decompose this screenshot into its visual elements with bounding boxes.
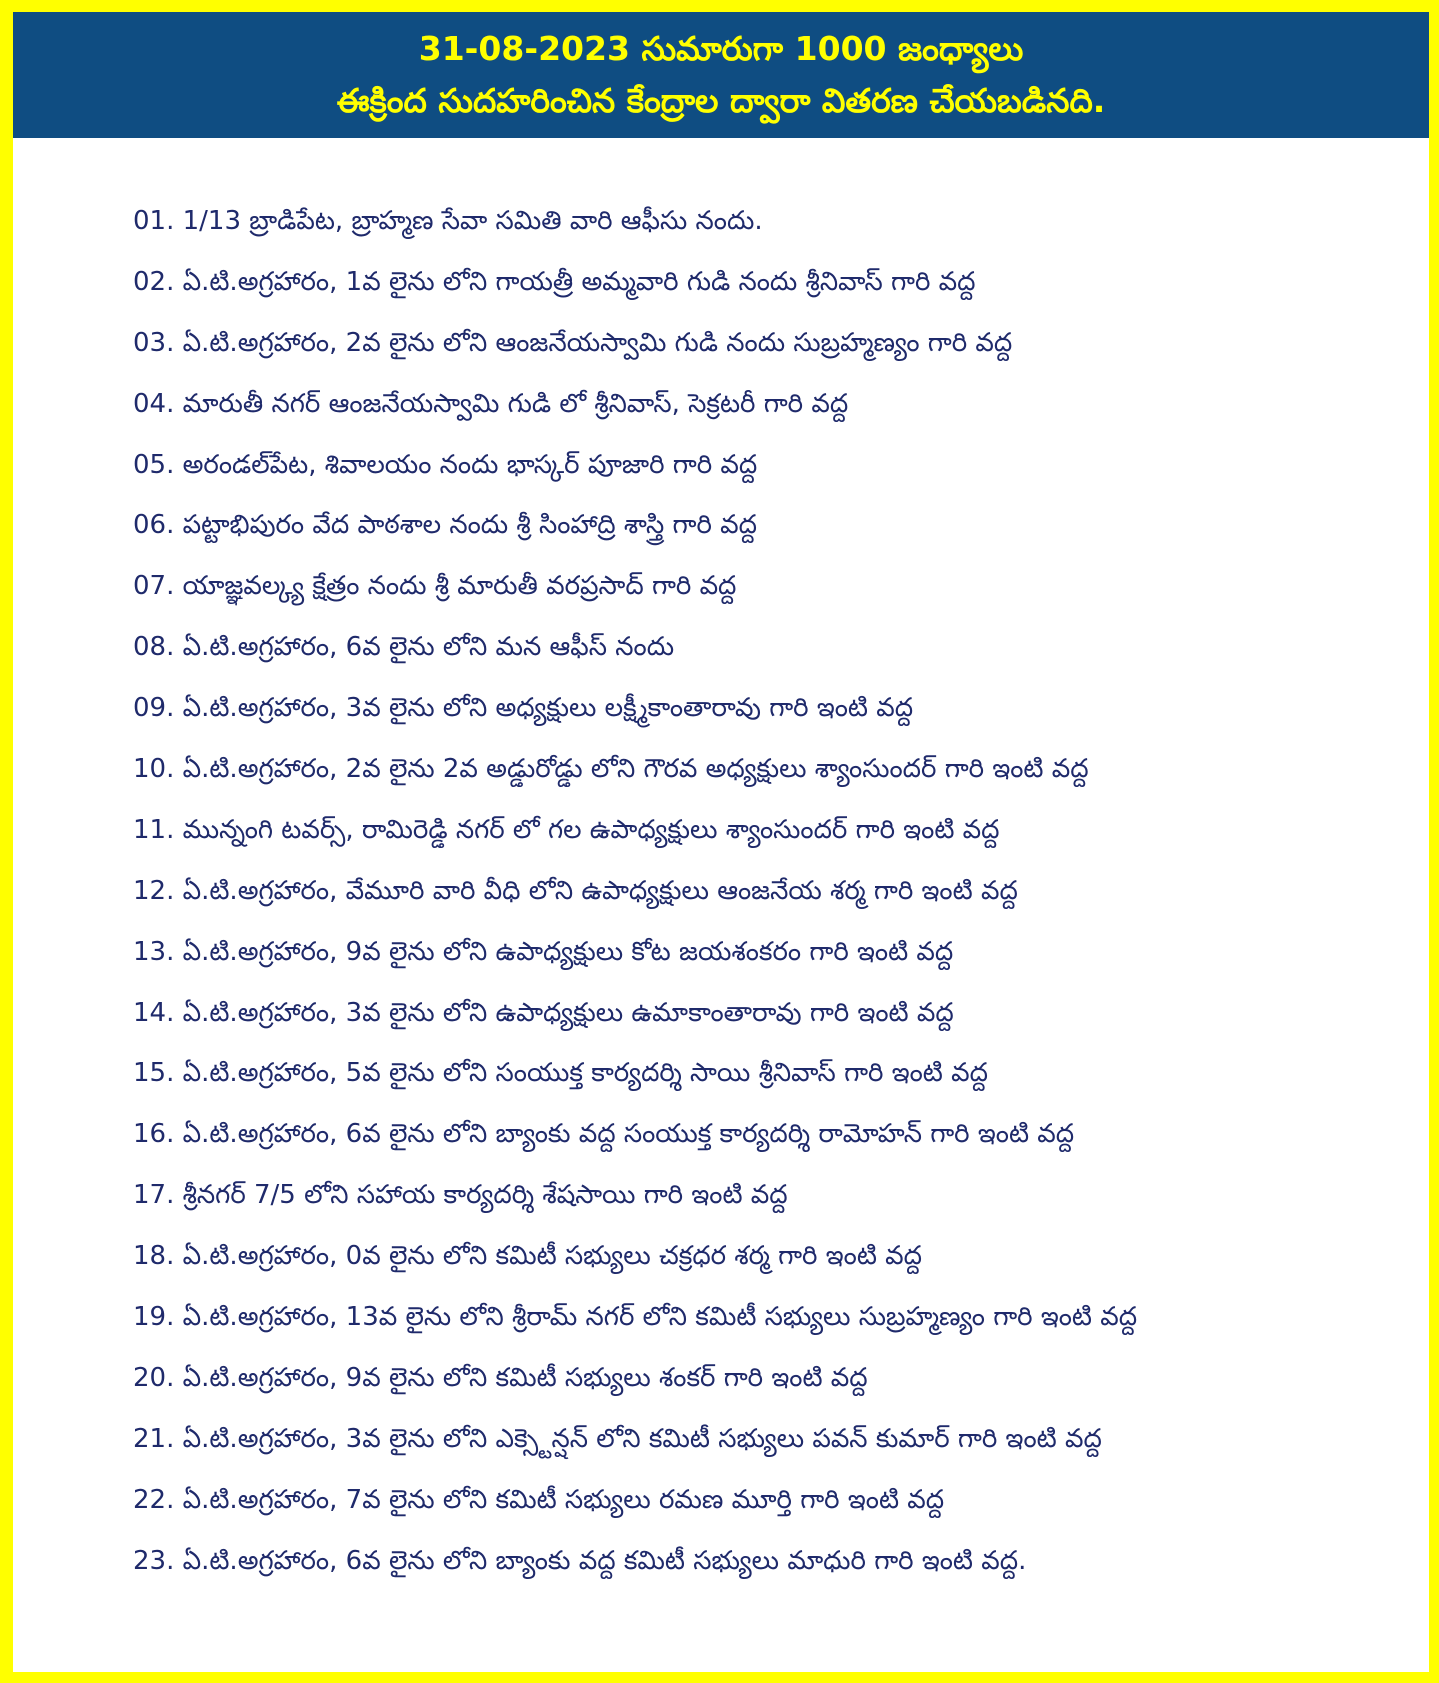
list-item-text: 05. అరండల్‌పేట, శివాలయం నందు భాస్కర్ పూజారి గారి వద్ద (133, 449, 758, 480)
list-item-text: 13. ఏ.టి.అగ్రహారం, 9వ లైను లోని ఉపాధ్యక్షులు కోట జయశంకరం గారి ఇంటి వద్ద (133, 936, 954, 967)
list-item-text: 02. ఏ.టి.అగ్రహారం, 1వ లైను లోని గాయత్రీ అమ్మవారి గుడి నందు శ్రీనివాస్ గారి వద్ద (133, 266, 976, 297)
notice-frame (13, 12, 1429, 1672)
list-item-text: 18. ఏ.టి.అగ్రహారం, 0వ లైను లోని కమిటీ సభ్యులు చక్రధర శర్మ గారి ఇంటి వద్ద (133, 1241, 923, 1272)
list-item-text: 10. ఏ.టి.అగ్రహారం, 2వ లైను 2వ అడ్డురోడ్డు లోని గౌరవ అధ్యక్షులు శ్యాంసుందర్ గారి ఇంటి వద్ద (133, 754, 1089, 785)
list-item-text: 08. ఏ.టి.అగ్రహారం, 6వ లైను లోని మన ఆఫీస్ నందు (133, 632, 675, 663)
list-item (133, 322, 1137, 383)
list-item (133, 1296, 1137, 1357)
list-item-text: 03. ఏ.టి.అగ్రహారం, 2వ లైను లోని ఆంజనేయస్వామి గుడి నందు సుబ్రహ్మణ్యం గారి వద్ద (133, 327, 1013, 358)
list-item (133, 504, 1137, 565)
list-item (133, 261, 1137, 322)
list-item-text: 15. ఏ.టి.అగ్రహారం, 5వ లైను లోని సంయుక్త కార్యదర్శి సాయి శ్రీనివాస్ గారి ఇంటి వద్ద (133, 1058, 988, 1089)
distribution-centers-list (133, 200, 1137, 1600)
list-item-text: 23. ఏ.టి.అగ్రహారం, 6వ లైను లోని బ్యాంకు వద్ద కమిటీ సభ్యులు మాధురి గారి ఇంటి వద్ద. (133, 1545, 1027, 1576)
list-item-text: 12. ఏ.టి.అగ్రహారం, వేమూరి వారి వీధి లోని ఉపాధ్యక్షులు ఆంజనేయ శర్మ గారి ఇంటి వద్ద (133, 875, 1018, 906)
list-item-text: 19. ఏ.టి.అగ్రహారం, 13వ లైను లోని శ్రీరామ్ నగర్ లోని కమిటీ సభ్యులు సుబ్రహ్మణ్యం గారి ఇంటి వద్ద (133, 1302, 1138, 1333)
list-item-text: 09. ఏ.టి.అగ్రహారం, 3వ లైను లోని అధ్యక్షులు లక్ష్మీకాంతారావు గారి ఇంటి వద్ద (133, 693, 914, 724)
list-item (133, 809, 1137, 870)
header-line-1: 31-08-2023 సుమారుగా 1000 జంధ్యాలు (418, 29, 1024, 68)
list-item-text: 22. ఏ.టి.అగ్రహారం, 7వ లైను లోని కమిటీ సభ్యులు రమణ మూర్తి గారి ఇంటి వద్ద (133, 1484, 945, 1515)
list-item-text: 07. యాజ్ఞవల్క్య క్షేత్రం నందు శ్రీ మారుతీ వరప్రసాద్ గారి వద్ద (133, 571, 737, 602)
list-item (133, 1052, 1137, 1113)
list-item (133, 1174, 1137, 1235)
list-item-text: 21. ఏ.టి.అగ్రహారం, 3వ లైను లోని ఎక్స్టెన్షన్ లోని కమిటీ సభ్యులు పవన్ కుమార్ గారి ఇంటి వద్ద (133, 1423, 1102, 1454)
list-item (133, 1479, 1137, 1540)
list-item (133, 687, 1137, 748)
list-item (133, 565, 1137, 626)
list-item-text: 14. ఏ.టి.అగ్రహారం, 3వ లైను లోని ఉపాధ్యక్షులు ఉమాకాంతారావు గారి ఇంటి వద్ద (133, 997, 954, 1028)
list-item-text: 11. మున్నంగి టవర్స్, రామిరెడ్డి నగర్ లో గల ఉపాధ్యక్షులు శ్యాంసుందర్ గారి ఇంటి వద్ద (133, 814, 1000, 845)
list-item (133, 1235, 1137, 1296)
list-item (133, 200, 1137, 261)
list-item (133, 1418, 1137, 1479)
list-item (133, 931, 1137, 992)
list-item-text: 06. పట్టాభిపురం వేద పాఠశాల నందు శ్రీ సింహాద్రి శాస్త్రి గారి వద్ద (133, 510, 757, 541)
list-item-text: 01. 1/13 బ్రాడిపేట, బ్రాహ్మణ సేవా సమితి వారి ఆఫీసు నందు. (133, 206, 763, 236)
notice-header (13, 12, 1429, 138)
list-item (133, 748, 1137, 809)
list-item (133, 1113, 1137, 1174)
list-item (133, 444, 1137, 505)
list-item (133, 383, 1137, 444)
list-item-text: 16. ఏ.టి.అగ్రహారం, 6వ లైను లోని బ్యాంకు వద్ద సంయుక్త కార్యదర్శి రామోహన్ గారి ఇంటి వద్ద (133, 1119, 1075, 1150)
list-item (133, 1357, 1137, 1418)
list-item-text: 17. శ్రీనగర్ 7/5 లోని సహాయ కార్యదర్శి శేషసాయి గారి ఇంటి వద్ద (133, 1180, 788, 1211)
list-item (133, 992, 1137, 1053)
list-item (133, 626, 1137, 687)
list-item-text: 20. ఏ.టి.అగ్రహారం, 9వ లైను లోని కమిటీ సభ్యులు శంకర్ గారి ఇంటి వద్ద (133, 1362, 868, 1393)
header-line-2: ఈక్రింద సుదహరించిన కేంద్రాల ద్వారా వితరణ చేయబడినది. (336, 81, 1106, 120)
list-item (133, 1540, 1137, 1601)
list-item (133, 870, 1137, 931)
list-item-text: 04. మారుతీ నగర్ ఆంజనేయస్వామి గుడి లో శ్రీనివాస్, సెక్రటరీ గారి వద్ద (133, 388, 849, 419)
